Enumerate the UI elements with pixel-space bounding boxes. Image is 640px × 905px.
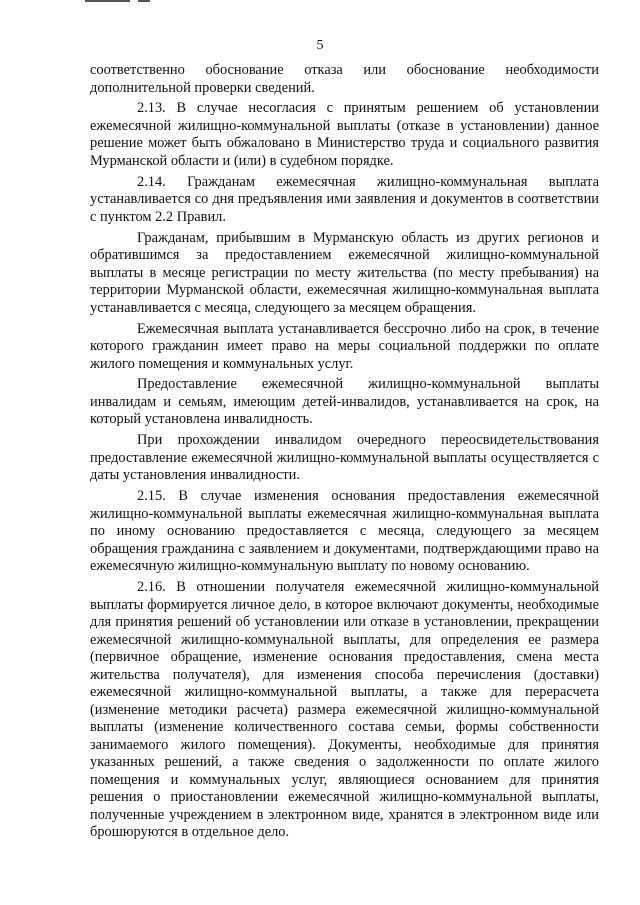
paragraph-payment-term: Ежемесячная выплата устанавливается бессрочно либо на срок, в течение которого гражданин имеет право на меры социальной поддержки по оплате жилого помещения и коммунальных услуг. (90, 320, 599, 372)
paragraph-2-14: 2.14. Гражданам ежемесячная жилищно-коммунальная выплата устанавливается со дня предъявления ими заявления и документов в соответствии с пунктом 2.2 Правил. (90, 173, 599, 225)
paragraph-disabled-persons: Предоставление ежемесячной жилищно-коммунальной выплаты инвалидам и семьям, имеющим детей-инвалидов, устанавливается на срок, на который установлена инвалидность. (90, 376, 599, 428)
document-body (90, 62, 599, 845)
paragraph-2-15: 2.15. В случае изменения основания предоставления ежемесячной жилищно-коммунальной выплаты ежемесячная жилищно-коммунальная выплата по иному основанию предоставляется с месяца, следующего за месяцем обращения гражданина с заявлением и документами, подтверждающими право на ежемесячную жилищно-коммунальную выплату по новому основанию. (90, 488, 599, 575)
paragraph-reexamination: При прохождении инвалидом очередного переосвидетельствования предоставление ежемесячной жилищно-коммунальной выплаты осуществляется с даты установления инвалидности. (90, 432, 599, 484)
header-rule-right (138, 0, 150, 2)
page-number: 5 (316, 38, 324, 53)
paragraph-continuation: соответственно обоснование отказа или обоснование необходимости дополнительной проверки сведений. (90, 62, 599, 96)
header-rule-left (85, 0, 130, 2)
paragraph-2-16: 2.16. В отношении получателя ежемесячной жилищно-коммунальной выплаты формируется личное дело, в которое включают документы, необходимые для принятия решений об установлении или отказе в установлении, прекращении ежемесячной жилищно-коммунальной выплаты, для определения ее размера (первичное обращение, изменение основания предоставления, смена места жительства получателя), для изменения способа перечисления (доставки) ежемесячной жилищно-коммунальной выплаты, а также для перерасчета (изменение методики расчета) размера ежемесячной жилищно-коммунальной выплаты (изменение количественного состава семьи, формы собственности занимаемого жилого помещения). Документы, необходимые для принятия указанных решений, а также сведения о задолженности по оплате жилого помещения и коммунальных услуг, являющиеся основанием для принятия решения о приостановлении ежемесячной жилищно-коммунальной выплаты, полученные учреждением в электронном виде, хранятся в электронном виде или брошюруются в отдельное дело. (90, 579, 599, 841)
paragraph-arrived-citizens: Гражданам, прибывшим в Мурманскую область из других регионов и обратившимся за предоставлением ежемесячной жилищно-коммунальной выплаты в месяце регистрации по месту жительства (по месту пребывания) на территории Мурманской области, ежемесячная жилищно-коммунальная выплата устанавливается с месяца, следующего за месяцем обращения. (90, 229, 599, 316)
paragraph-2-13: 2.13. В случае несогласия с принятым решением об установлении ежемесячной жилищно-коммунальной выплаты (отказе в установлении) данное решение может быть обжаловано в Министерство труда и социального развития Мурманской области и (или) в судебном порядке. (90, 100, 599, 169)
